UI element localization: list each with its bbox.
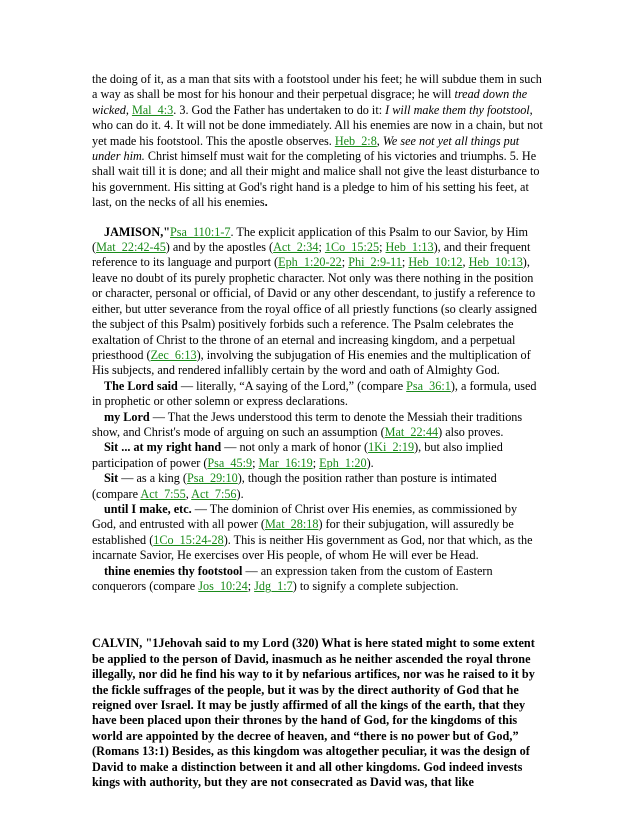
text: — an expression taken from the custom of Eastern conquerors (compare	[92, 563, 493, 593]
jamison-paragraph	[92, 225, 544, 379]
note-the-lord-said	[92, 379, 544, 410]
text: ;	[379, 240, 386, 255]
text: ;	[318, 240, 325, 255]
scripture-link[interactable]: Phi_2:9-11	[348, 255, 402, 270]
text: — That the Jews understood this term to denote the Messiah their traditions show, and Christ's mode of arguing on such an assumption (	[92, 409, 523, 439]
text: the doing of it, as a man that sits with a footstool under his feet; he will subdue them in such a way as shall be most for his honour and their perpetual disgrace; he will	[92, 72, 542, 102]
note-sit	[92, 471, 544, 502]
text: ) for their subjugation, will assuredly be established (	[92, 517, 514, 547]
text: ,	[185, 486, 192, 501]
text: ), a formula, used in prophetic or other solemn or express declarations.	[92, 378, 537, 409]
scripture-link[interactable]: Act_7:56	[191, 486, 237, 501]
text: ), involving the subjugation of His enemies and the multiplication of His subjects, and rendered infallibly certain by the word and oath of Almighty God.	[92, 347, 531, 378]
text: ;	[247, 579, 255, 593]
text: ).	[366, 455, 374, 470]
text: — literally, “A saying of the Lord,” (compare	[177, 378, 407, 393]
scripture-link[interactable]: Heb_1:13	[385, 240, 434, 255]
text: ), and their frequent reference to its language and purport (	[92, 240, 531, 270]
text: ) and by the apostles (	[165, 240, 274, 255]
text: ,	[462, 255, 469, 270]
text: ,	[376, 133, 383, 148]
text: .	[264, 195, 268, 210]
scripture-link[interactable]: Jdg_1:7	[254, 579, 293, 593]
note-term: thine enemies thy footstool	[104, 563, 243, 578]
scripture-link[interactable]: Psa_45:9	[207, 455, 253, 470]
note-enemies-footstool	[92, 564, 544, 595]
scripture-link[interactable]: Psa_29:10	[186, 471, 238, 486]
scripture-link[interactable]: Heb_2:8	[334, 133, 377, 148]
scripture-link[interactable]: 1Co_15:24-28	[153, 532, 224, 547]
text: — as a king (	[118, 471, 187, 486]
scripture-link[interactable]: Mat_22:44	[384, 424, 439, 439]
text: ;	[252, 455, 259, 470]
scripture-link[interactable]: Jos_10:24	[198, 579, 248, 593]
note-term: Sit ... at my right hand	[104, 440, 222, 455]
text: — not only a mark of honor (	[221, 440, 369, 455]
text: ), leave no doubt of its purely prophetic character. Not only was there nothing in the position or character, personal or official, of David or any other descendant, to justify a reference to either, but utter severance from the royal office of all priestly functions (so clearly assigned the subject of this Psalm) positively forbids such a reference. The Psalm celebrates the exaltation of Christ to the throne of an eternal and increasing kingdom, and a perpetual priesthood (	[92, 255, 537, 362]
emphasis: tread down the wicked,	[92, 87, 528, 117]
scripture-link[interactable]: Psa_36:1	[406, 378, 451, 393]
text: ), but also implied participation of power (	[92, 440, 503, 470]
text: ;	[401, 255, 409, 270]
scripture-link[interactable]: Zec_6:13	[150, 347, 197, 362]
scripture-link[interactable]: Psa_110:1-7	[170, 224, 231, 239]
text: ;	[341, 255, 349, 270]
emphasis: We see not yet all things put under him.	[92, 133, 520, 164]
note-term: my Lord	[104, 409, 150, 424]
text: ), though the position rather than posture is intimated (compare	[92, 471, 497, 501]
text: ) to signify a complete subjection.	[292, 579, 459, 593]
emphasis: I will make them thy footstool,	[385, 102, 533, 117]
text: . The explicit application of this Psalm to our Savior, by Him (	[92, 224, 529, 255]
scripture-link[interactable]: Eph_1:20-22	[278, 255, 342, 270]
text: ).	[236, 486, 244, 501]
document-page	[92, 72, 544, 790]
scripture-link[interactable]: Mar_16:19	[258, 455, 313, 470]
henry-paragraph	[92, 72, 544, 211]
scripture-link[interactable]: Eph_1:20	[319, 455, 367, 470]
note-term: The Lord said	[104, 378, 178, 393]
scripture-link[interactable]: Act_2:34	[273, 240, 319, 255]
scripture-link[interactable]: 1Ki_2:19	[368, 440, 415, 455]
note-term: Sit	[104, 471, 119, 486]
text: — The dominion of Christ over His enemies, as commissioned by God, and entrusted with all power (	[92, 501, 518, 532]
calvin-paragraph: CALVIN, "1Jehovah said to my Lord (320) What is here stated might to some extent be applied to the person of David, inasmuch as he neither ascended the royal throne illegally, nor did he find his way to it by nefarious artifices, nor was he raised to it by the fickle suffrages of the people, but it was by the direct authority of God that he reigned over Israel. It may be justly affirmed of all the kings of the earth, that they have been placed upon their thrones by the hand of God, for the kingdoms of this world are appointed by the decree of heaven, and “there is no power but of God,” (Romans 13:1) Besides, as this kingdom was altogether peculiar, it was the design of David to make a distinction between it and all other kingdoms. God indeed invests kings with authority, but they are not consecrated as David was, that like	[92, 636, 535, 790]
scripture-link[interactable]: Heb_10:12	[408, 255, 463, 270]
note-my-lord	[92, 410, 544, 441]
text: ) also proves.	[438, 424, 504, 439]
scripture-link[interactable]: Act_7:55	[140, 486, 186, 501]
text: ;	[312, 455, 320, 470]
text: . 3. God the Father has undertaken to do it:	[173, 102, 386, 117]
scripture-link[interactable]: Mat_28:18	[264, 517, 319, 532]
scripture-link[interactable]: Mat_22:42-45	[96, 240, 166, 255]
scripture-link[interactable]: 1Co_15:25	[324, 240, 380, 255]
text: who can do it. 4. It will not be done immediately. All his enemies are now in a chain, but not yet made his footstool. This the apostle observes.	[92, 118, 543, 148]
text: Christ himself must wait for the completing of his victories and triumphs. 5. He shall wait till it is done; and all their might and malice shall not give the least disturbance to his government. His sitting at God's right hand is a pledge to him of his setting his feet, at last, on the necks of all his enemies	[92, 149, 540, 210]
scripture-link[interactable]: Mal_4:3	[131, 102, 174, 117]
note-term: until I make, etc.	[104, 501, 192, 516]
commentator-heading: JAMISON,"	[104, 224, 171, 239]
note-sit-right-hand	[92, 440, 544, 471]
text: ). This is neither His government as God, nor that which, as the incarnate Savior, He exercises over His people, of whom He will ever be Head.	[92, 532, 533, 563]
note-until-i-make	[92, 502, 544, 564]
scripture-link[interactable]: Heb_10:13	[468, 255, 523, 270]
